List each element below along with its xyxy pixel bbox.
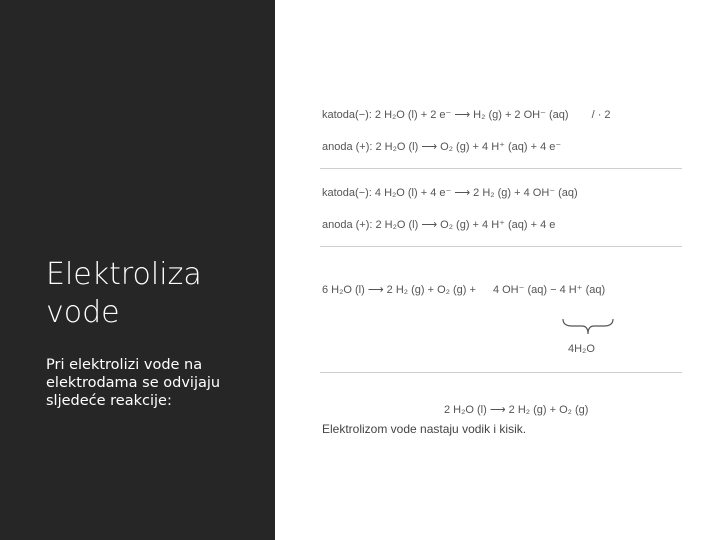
sum-equation-right: 4 OH⁻ (aq) − 4 H⁺ (aq) bbox=[492, 284, 606, 296]
cathode-equation-1 bbox=[322, 108, 611, 121]
sum-equation bbox=[322, 283, 605, 296]
curly-brace-icon bbox=[562, 318, 614, 336]
anode-equation-2-text: anoda (+): 2 H₂O (l) ⟶ O₂ (g) + 4 H⁺ (aq) + 4 e bbox=[322, 219, 556, 231]
divider-2 bbox=[320, 246, 682, 247]
net-equation bbox=[444, 403, 588, 416]
divider-1 bbox=[320, 168, 682, 169]
anode-equation-1 bbox=[322, 140, 561, 153]
figure-caption: Elektrolizom vode nastaju vodik i kisik. bbox=[322, 422, 527, 436]
multiplier-note: / · 2 bbox=[591, 109, 611, 121]
slide-title: Elektroliza vode bbox=[46, 257, 202, 330]
cathode-equation-2-text: katoda(−): 4 H₂O (l) + 4 e⁻ ⟶ 2 H₂ (g) + 4 OH⁻ (aq) bbox=[322, 187, 578, 199]
net-equation-text: 2 H₂O (l) ⟶ 2 H₂ (g) + O₂ (g) bbox=[444, 404, 589, 416]
divider-3 bbox=[320, 372, 682, 373]
cathode-equation-2 bbox=[322, 186, 578, 199]
anode-equation-2 bbox=[322, 218, 555, 231]
cathode-equation-1-text: katoda(−): 2 H₂O (l) + 2 e⁻ ⟶ H₂ (g) + 2 OH⁻ (aq) bbox=[322, 109, 569, 121]
anode-equation-1-text: anoda (+): 2 H₂O (l) ⟶ O₂ (g) + 4 H⁺ (aq) + 4 e⁻ bbox=[322, 141, 562, 153]
brace-label: 4H₂O bbox=[568, 343, 595, 355]
sum-equation-left: 6 H₂O (l) ⟶ 2 H₂ (g) + O₂ (g) + bbox=[322, 284, 476, 296]
slide-body-text: Pri elektrolizi vode na elektrodama se odvijaju sljedeće reakcije: bbox=[46, 357, 221, 409]
title-panel bbox=[0, 0, 275, 540]
